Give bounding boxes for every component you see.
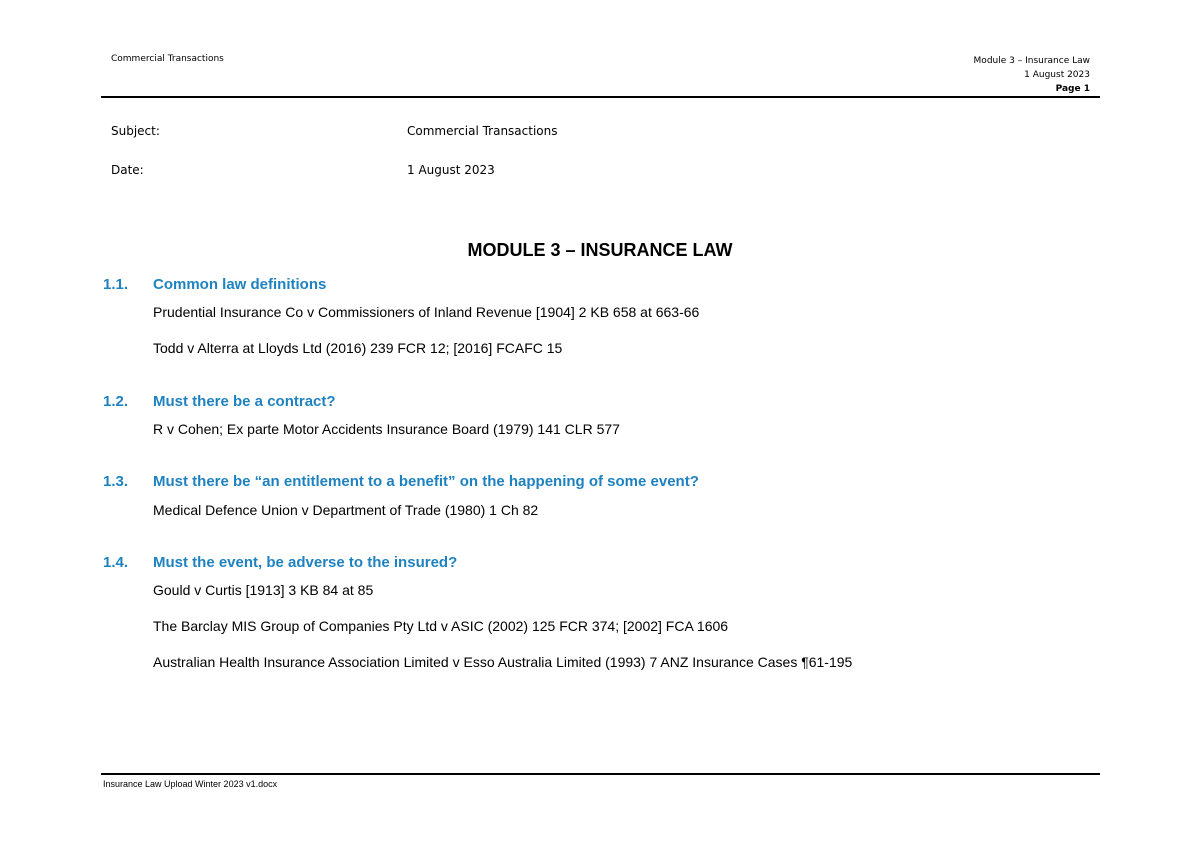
subject-value: Commercial Transactions xyxy=(407,124,558,138)
case-citation: R v Cohen; Ex parte Motor Accidents Insurance Board (1979) 141 CLR 577 xyxy=(153,421,620,437)
section-number: 1.2. xyxy=(103,393,129,410)
date-label: Date: xyxy=(111,163,144,177)
page-title: MODULE 3 – INSURANCE LAW xyxy=(467,240,733,260)
case-citation: Australian Health Insurance Association Limited v Esso Australia Limited (1993) 7 ANZ Insurance Cases ¶61-195 xyxy=(153,654,853,670)
footer-filename: Insurance Law Upload Winter 2023 v1.docx xyxy=(103,779,278,789)
case-citation: Gould v Curtis [1913] 3 KB 84 at 85 xyxy=(153,582,374,598)
section-number: 1.1. xyxy=(103,276,129,293)
section-heading: Must the event, be adverse to the insured? xyxy=(153,554,458,571)
header-right-block xyxy=(974,54,1090,96)
section-number: 1.4. xyxy=(103,554,129,571)
section-number: 1.3. xyxy=(103,473,129,490)
header-module: Module 3 – Insurance Law xyxy=(973,56,1090,66)
subject-label: Subject: xyxy=(111,124,160,138)
date-value: 1 August 2023 xyxy=(407,163,495,177)
footer-divider xyxy=(101,773,1100,775)
header-left-title: Commercial Transactions xyxy=(111,54,224,64)
case-citation: Medical Defence Union v Department of Trade (1980) 1 Ch 82 xyxy=(153,502,539,518)
section-heading: Common law definitions xyxy=(153,276,327,293)
header-page-number: Page 1 xyxy=(1055,84,1090,94)
section-heading: Must there be a contract? xyxy=(153,393,336,410)
section-heading: Must there be “an entitlement to a benefit” on the happening of some event? xyxy=(153,473,699,490)
case-citation: Todd v Alterra at Lloyds Ltd (2016) 239 FCR 12; [2016] FCAFC 15 xyxy=(153,340,563,356)
case-citation: The Barclay MIS Group of Companies Pty Ltd v ASIC (2002) 125 FCR 374; [2002] FCA 1606 xyxy=(153,618,729,634)
header-divider xyxy=(101,96,1100,98)
case-citation: Prudential Insurance Co v Commissioners of Inland Revenue [1904] 2 KB 658 at 663-66 xyxy=(153,304,700,320)
header-date: 1 August 2023 xyxy=(1024,70,1090,80)
